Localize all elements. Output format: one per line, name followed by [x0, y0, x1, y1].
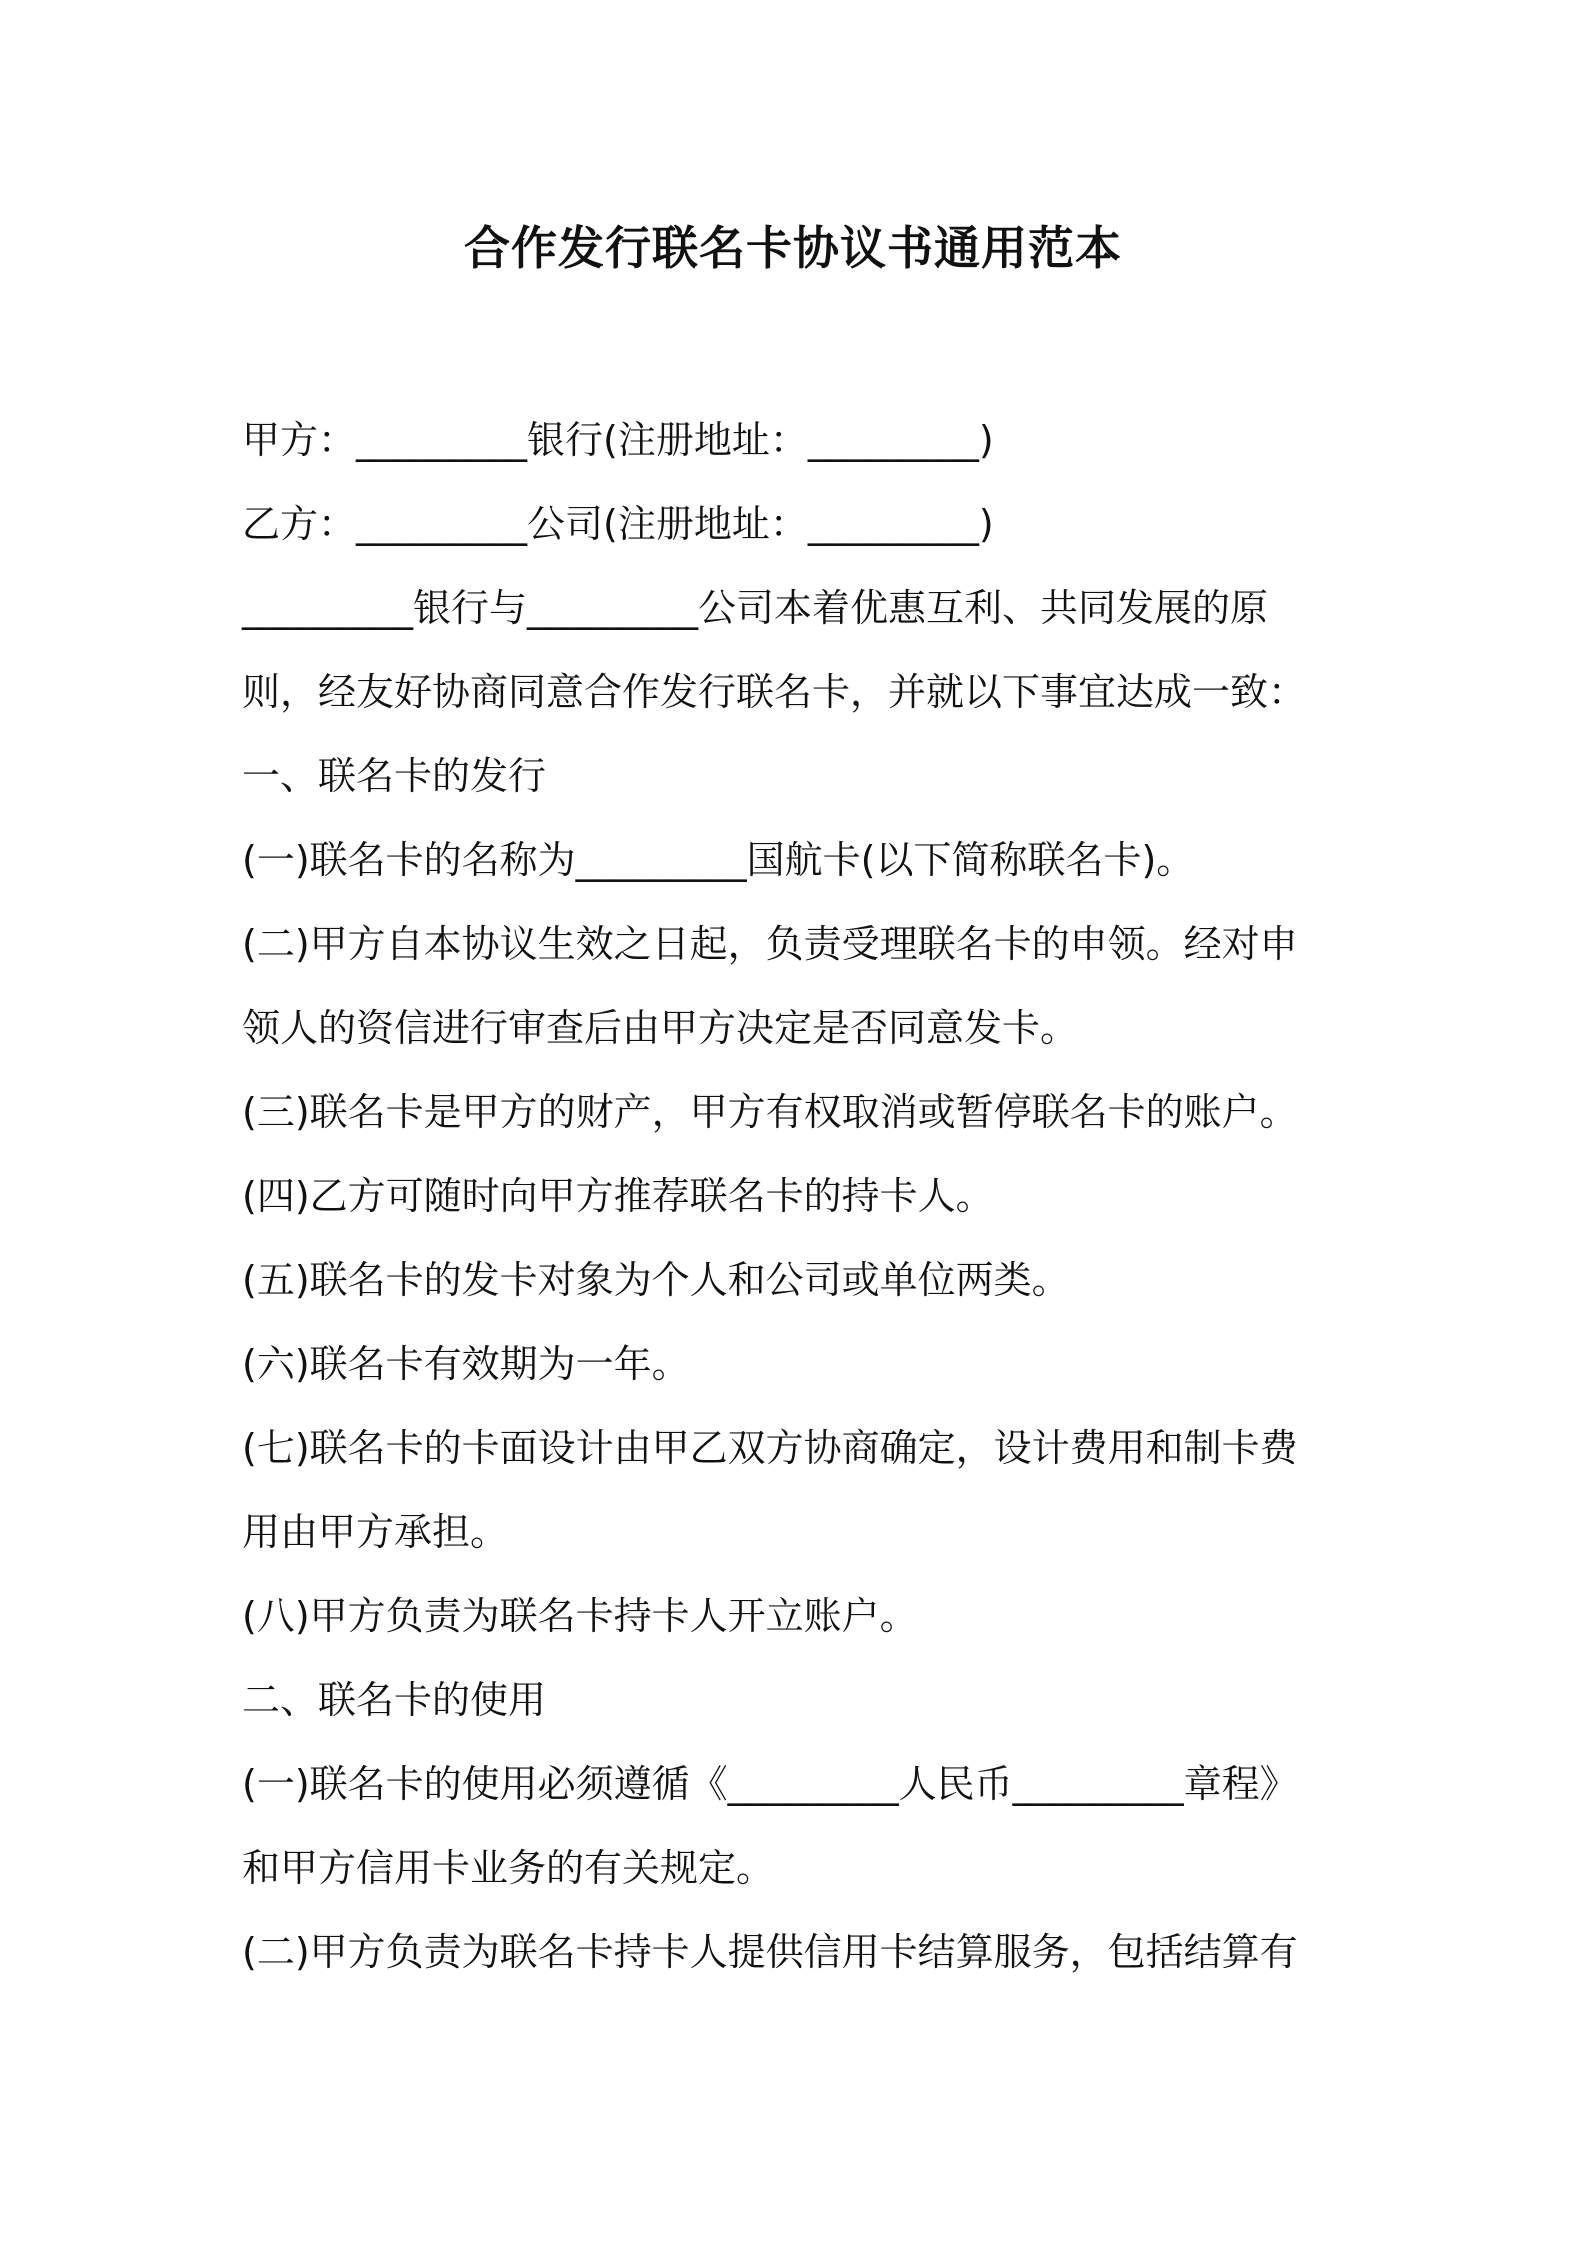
clause-1-2-line-2: 领人的资信进行审查后由甲方决定是否同意发卡。 — [242, 1006, 1079, 1050]
preamble-line-1: _________银行与_________公司本着优惠互利、共同发展的原 — [242, 586, 1269, 630]
clause-1-5: (五)联名卡的发卡对象为个人和公司或单位两类。 — [242, 1258, 1070, 1302]
clause-1-1: (一)联名卡的名称为_________国航卡(以下简称联名卡)。 — [242, 838, 1195, 882]
clause-1-8: (八)甲方负责为联名卡持卡人开立账户。 — [242, 1594, 918, 1638]
document-body — [242, 398, 1372, 1994]
party-a-line: 甲方：_________银行(注册地址：_________) — [242, 418, 994, 462]
section-heading-usage: 二、联名卡的使用 — [242, 1678, 547, 1722]
clause-2-1-line-1: (一)联名卡的使用必须遵循《_________人民币_________章程》 — [242, 1762, 1298, 1806]
clause-1-7-line-1: (七)联名卡的卡面设计由甲乙双方协商确定，设计费用和制卡费 — [242, 1426, 1298, 1470]
clause-1-7-line-2: 用由甲方承担。 — [242, 1510, 509, 1554]
clause-2-1-line-2: 和甲方信用卡业务的有关规定。 — [242, 1846, 775, 1890]
clause-1-4: (四)乙方可随时向甲方推荐联名卡的持卡人。 — [242, 1174, 994, 1218]
party-b-line: 乙方：_________公司(注册地址：_________) — [242, 502, 994, 546]
clause-1-6: (六)联名卡有效期为一年。 — [242, 1342, 690, 1386]
document-title: 合作发行联名卡协议书通用范本 — [464, 221, 1122, 275]
clause-1-2-line-1: (二)甲方自本协议生效之日起，负责受理联名卡的申领。经对申 — [242, 922, 1298, 966]
section-heading-issuance: 一、联名卡的发行 — [242, 754, 547, 798]
preamble-line-2: 则，经友好协商同意合作发行联名卡，并就以下事宜达成一致： — [242, 670, 1307, 714]
clause-1-3: (三)联名卡是甲方的财产，甲方有权取消或暂停联名卡的账户。 — [242, 1090, 1298, 1134]
clause-2-2-line-1: (二)甲方负责为联名卡持卡人提供信用卡结算服务，包括结算有 — [242, 1930, 1298, 1974]
